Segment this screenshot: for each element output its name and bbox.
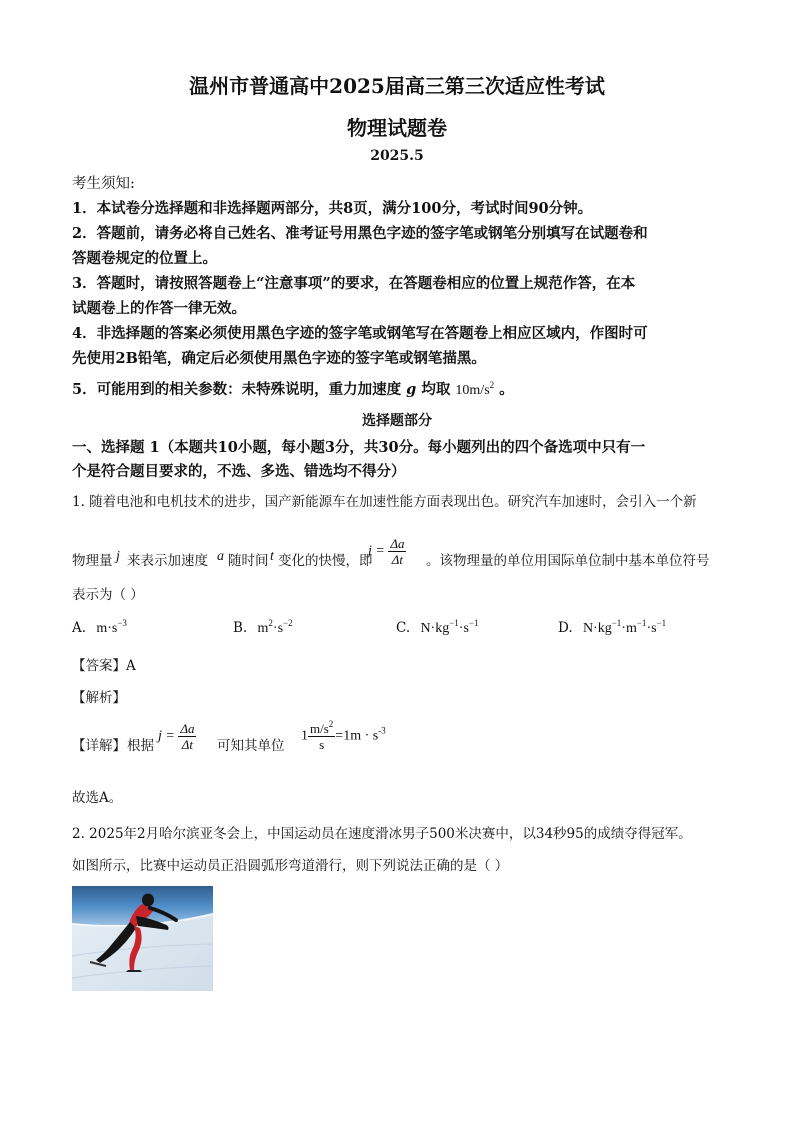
detail-formula-numerator: Δa	[180, 721, 195, 736]
q1-text-d: 变化的快慢，即	[278, 553, 373, 569]
option-a-exp: −3	[117, 618, 127, 628]
detail-formula-denominator: Δt	[181, 737, 194, 752]
q1-analysis-tag: 【解析】	[72, 690, 126, 706]
notice-item-3: 3．答题时，请按照答题卷上“注意事项”的要求，在答题卷相应的位置上规范作答，在本	[72, 275, 636, 292]
option-a-label: A.	[72, 620, 87, 636]
gravity-symbol: g	[406, 381, 417, 398]
option-b-text: m	[257, 621, 269, 636]
q1-option-c[interactable]	[396, 620, 479, 637]
notice-item-4-cont: 先使用2B铅笔，确定后必须使用黑色字迹的签字笔或钢笔描黑。	[72, 350, 486, 367]
option-d-text: N·kg	[582, 621, 612, 636]
detail-result: =1m · s	[335, 728, 379, 744]
gravity-exponent: 2	[489, 380, 495, 390]
detail-formula	[158, 721, 196, 752]
q1-text-c: 随时间	[228, 553, 269, 569]
option-c-exp2: −1	[468, 618, 479, 628]
q1-option-b[interactable]	[233, 620, 293, 637]
option-b-text2: ·s	[272, 621, 284, 636]
q1-stem-line1: 1. 随着电池和电机技术的进步，国产新能源车在加速性能方面表现出色。研究汽车加速时，会引入一个新	[72, 494, 697, 510]
notice-item-5	[72, 378, 514, 399]
q1-option-d[interactable]	[558, 620, 666, 637]
notice-item-5-end: 。	[499, 381, 514, 398]
detail-unit-expression	[301, 721, 386, 752]
detail-text-b: 可知其单位	[217, 738, 285, 754]
notice-item-2: 2．答题前，请务必将自己姓名、准考证号用黑色字迹的签字笔或钢笔分别填写在试题卷和	[72, 225, 648, 242]
option-c-text2: ·s	[458, 621, 469, 636]
section-title: 选择题部分	[362, 413, 432, 429]
notice-item-2-cont: 答题卷规定的位置上。	[72, 250, 217, 267]
option-b-label: B.	[233, 620, 248, 636]
option-d-exp: −1	[611, 618, 622, 628]
q1-conclusion: 故选A。	[72, 790, 123, 806]
notice-item-5-text: 5．可能用到的相关参数：未特殊说明，重力加速度	[72, 381, 402, 398]
q1-formula-denominator: Δt	[391, 552, 404, 567]
detail-tag: 【详解】	[72, 738, 126, 754]
q1-formula-lhs: j =	[368, 543, 385, 559]
q1-answer: 【答案】A	[72, 658, 136, 674]
q1-option-a[interactable]	[72, 620, 127, 637]
q1-stem-line3: 表示为（ ）	[72, 587, 144, 603]
notice-item-1: 1．本试卷分选择题和非选择题两部分，共8页，满分100分，考试时间90分钟。	[72, 200, 593, 217]
detail-result-exp: -3	[378, 725, 386, 736]
detail-formula-lhs: j =	[158, 728, 175, 744]
q1-text-b: 来表示加速度	[127, 553, 208, 569]
option-b-exp2: −2	[283, 618, 293, 628]
section-heading-line2: 个是符合题目要求的，不选、多选、错选均不得分）	[72, 463, 406, 480]
option-d-label: D.	[558, 620, 573, 636]
q1-text-a: 物理量	[72, 553, 113, 569]
detail-unit-numerator-exp: 2	[328, 719, 334, 729]
option-d-text2: ·m	[621, 621, 637, 636]
detail-unit-numerator: m/s	[310, 721, 329, 736]
notice-item-5-mid: 均取	[421, 381, 451, 398]
q2-stem-line1: 2. 2025年2月哈尔滨亚冬会上，中国运动员在速度滑冰男子500米决赛中，以34秒95的成绩夺得冠军。	[72, 826, 692, 842]
exam-title: 温州市普通高中2025届高三第三次适应性考试	[189, 74, 605, 98]
detail-unit-denominator: s	[319, 737, 325, 752]
option-d-exp2: −1	[636, 618, 647, 628]
option-c-text: N·kg	[420, 621, 450, 636]
notice-item-4: 4．非选择题的答案必须使用黑色字迹的签字笔或钢笔写在答题卷上相应区域内，作图时可	[72, 325, 648, 342]
q1-var-j: j	[116, 549, 120, 564]
notice-heading: 考生须知:	[72, 176, 135, 192]
detail-text-a: 根据	[127, 738, 154, 754]
exam-date: 2025.5	[370, 148, 424, 164]
option-d-text3: ·s	[646, 621, 657, 636]
notice-item-3-cont: 试题卷上的作答一律无效。	[72, 300, 246, 317]
detail-unit-coef: 1	[301, 728, 308, 744]
q1-formula-numerator: Δa	[390, 536, 405, 551]
q2-stem-line2: 如图所示，比赛中运动员正沿圆弧形弯道滑行，则下列说法正确的是（ ）	[72, 858, 509, 874]
paper-subtitle: 物理试题卷	[347, 116, 447, 140]
section-heading-line1: 一、选择题 1（本题共10小题，每小题3分，共30分。每小题列出的四个备选项中只有一	[72, 439, 646, 456]
option-d-exp3: −1	[656, 618, 667, 628]
option-a-text: m·s	[96, 621, 118, 636]
option-c-exp: −1	[449, 618, 459, 628]
q1-text-e: 。该物理量的单位用国际单位制中基本单位符号	[426, 553, 710, 569]
q1-formula	[368, 536, 406, 567]
option-b-exp: 2	[268, 618, 273, 628]
gravity-value: 10m/s	[455, 383, 490, 398]
option-c-label: C.	[396, 620, 411, 636]
speed-skater-photo	[72, 886, 213, 991]
q1-var-a: a	[217, 549, 224, 564]
q1-var-t: t	[270, 549, 274, 564]
